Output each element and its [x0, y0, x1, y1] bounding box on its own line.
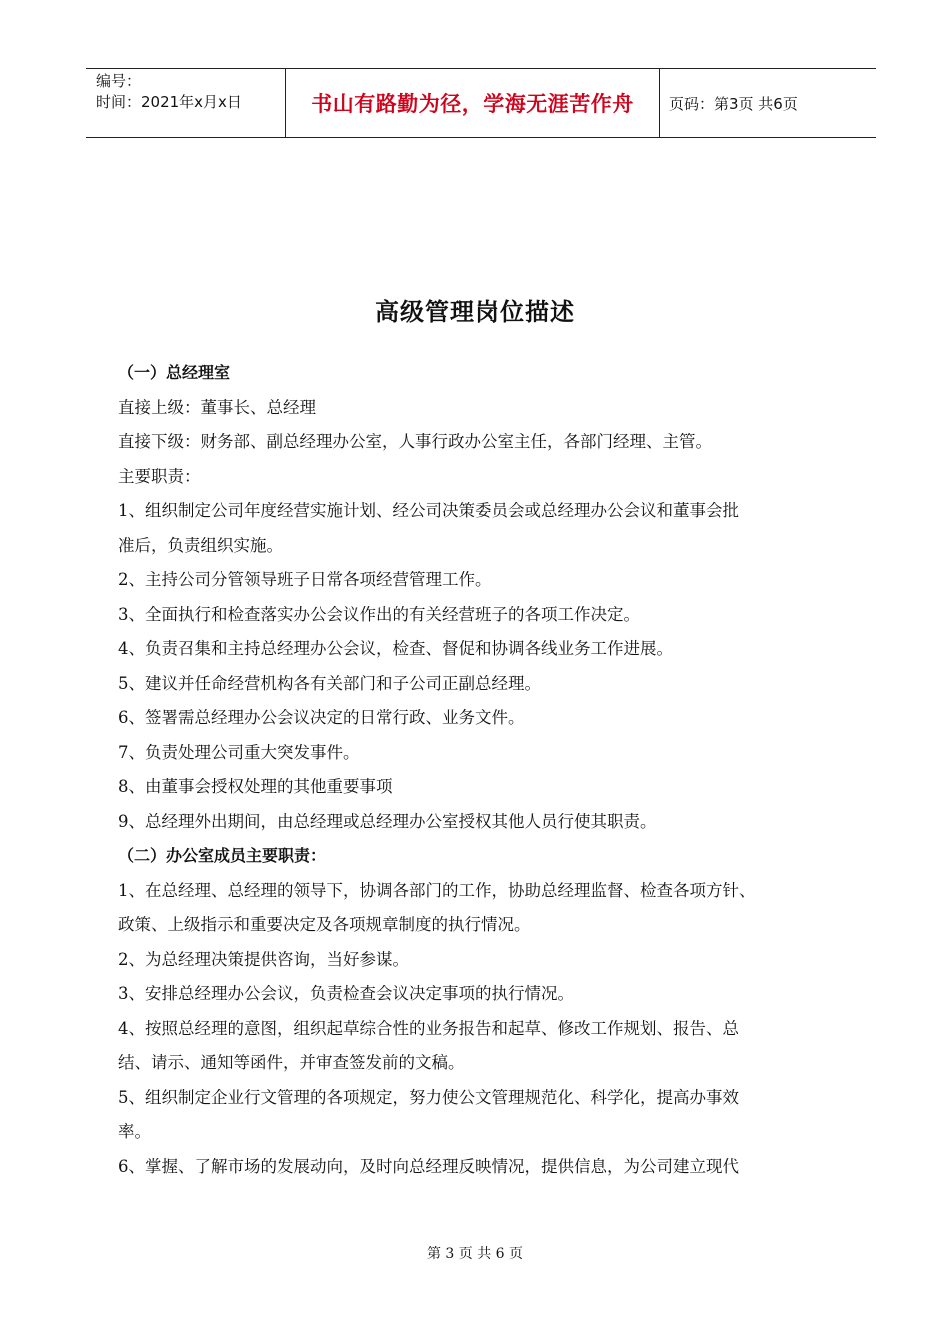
body-line: 准后，负责组织实施。 — [118, 535, 283, 555]
body-line: 主要职责： — [118, 466, 201, 486]
body-line: 直接上级：董事长、总经理 — [118, 397, 316, 417]
body-line: 2、主持公司分管领导班子日常各项经营管理工作。 — [118, 570, 492, 589]
body-line: 4、负责召集和主持总经理办公会议，检查、督促和协调各线业务工作进展。 — [118, 639, 673, 658]
body-line: 1、组织制定公司年度经营实施计划、经公司决策委员会或总经理办公会议和董事会批 — [118, 501, 739, 520]
body-line: 3、全面执行和检查落实办公会议作出的有关经营班子的各项工作决定。 — [118, 604, 640, 624]
document-title: 高级管理岗位描述 — [375, 297, 575, 326]
header-meta — [86, 69, 286, 137]
page-footer: 第 3 页 共 6 页 — [426, 1246, 524, 1262]
body-line: 7、负责处理公司重大突发事件。 — [118, 742, 360, 762]
body-line: 6、签署需总经理办公会议决定的日常行政、业务文件。 — [118, 708, 525, 727]
number-label: 编号： — [96, 72, 142, 90]
body-line: 4、按照总经理的意图，组织起草综合性的业务报告和起草、修改工作规划、报告、总 — [118, 1018, 739, 1038]
body-line: 9、总经理外出期间，由总经理或总经理办公室授权其他人员行使其职责。 — [118, 811, 657, 831]
time-label: 时间：2021年x月x日 — [96, 93, 242, 111]
section-heading: （二）办公室成员主要职责： — [118, 846, 327, 865]
body-line: 5、建议并任命经营机构各有关部门和子公司正副总经理。 — [118, 673, 541, 693]
body-line: 3、安排总经理办公会议，负责检查会议决定事项的执行情况。 — [118, 984, 574, 1003]
body-line: 1、在总经理、总经理的领导下，协调各部门的工作，协助总经理监督、检查各项方针、 — [118, 880, 756, 900]
section-heading: （一）总经理室 — [118, 363, 231, 382]
header-page-info: 页码：第3页 共6页 — [669, 94, 798, 113]
body-line: 8、由董事会授权处理的其他重要事项 — [118, 777, 393, 796]
header-motto: 书山有路勤为径，学海无涯苦作舟 — [286, 69, 660, 137]
body-line: 2、为总经理决策提供咨询，当好参谋。 — [118, 949, 409, 969]
body-line: 政策、上级指示和重要决定及各项规章制度的执行情况。 — [118, 915, 531, 934]
body-line: 5、组织制定企业行文管理的各项规定，努力使公文管理规范化、科学化，提高办事效 — [118, 1087, 739, 1107]
body-line: 结、请示、通知等函件，并审查签发前的文稿。 — [118, 1053, 465, 1072]
body-line: 直接下级：财务部、副总经理办公室，人事行政办公室主任，各部门经理、主管。 — [118, 432, 712, 451]
body-line: 6、掌握、了解市场的发展动向，及时向总经理反映情况，提供信息，为公司建立现代 — [118, 1156, 739, 1176]
body-line: 率。 — [118, 1122, 151, 1141]
page-header — [86, 68, 876, 138]
document-body — [118, 356, 866, 1184]
